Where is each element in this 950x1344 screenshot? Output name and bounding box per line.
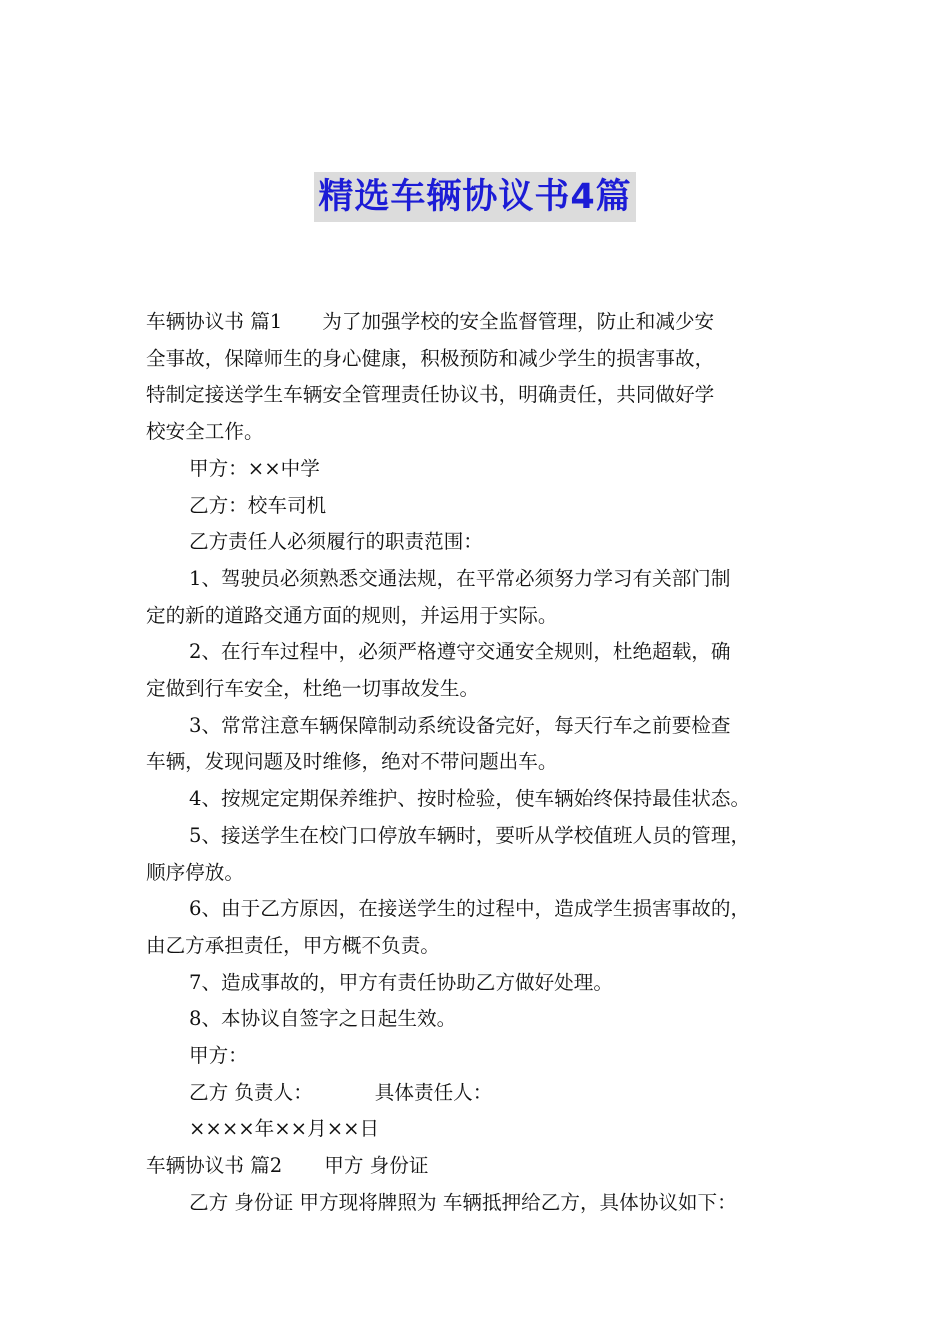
sign-party-a: 甲方： (189, 1044, 248, 1068)
section2-first-line (146, 1148, 836, 1185)
intro-line-2: 全事故，保障师生的身心健康，积极预防和减少学生的损害事故， (146, 346, 715, 370)
section2-heading-tail: 甲方 身份证 (324, 1154, 429, 1178)
item-6-line-1: 6、由于乙方原因，在接送学生的过程中，造成学生损害事故的， (189, 897, 751, 921)
item-3-line-2: 车辆，发现问题及时维修，绝对不带问题出车。 (146, 750, 558, 774)
intro-line-1: 为了加强学校的安全监督管理，防止和减少安 (322, 310, 715, 333)
item-5-line-2: 顺序停放。 (146, 860, 244, 884)
intro-line-4: 校安全工作。 (146, 420, 264, 444)
section1-first-line (146, 304, 836, 341)
section2-line-1: 乙方 身份证 甲方现将牌照为 车辆抵押给乙方，具体协议如下： (189, 1190, 737, 1214)
party-b: 乙方：校车司机 (189, 493, 327, 517)
item-4-line-1: 4、按规定定期保养维护、按时检验，使车辆始终保持最佳状态。 (189, 787, 751, 811)
item-6-line-2: 由乙方承担责任，甲方概不负责。 (146, 933, 440, 957)
party-a: 甲方：××中学 (189, 456, 320, 480)
title-container (0, 172, 950, 222)
item-8-line-1: 8、本协议自签字之日起生效。 (189, 1007, 457, 1031)
section2-heading: 车辆协议书 篇2 (146, 1154, 283, 1178)
intro-line-3: 特制定接送学生车辆安全管理责任协议书，明确责任，共同做好学 (146, 383, 715, 407)
section1-heading: 车辆协议书 篇1 (146, 310, 283, 333)
document-body (146, 304, 836, 1222)
duties-heading: 乙方责任人必须履行的职责范围： (189, 530, 483, 554)
sign-party-b-left: 乙方 负责人： (189, 1080, 313, 1104)
sign-date: ××××年××月××日 (189, 1117, 380, 1141)
sign-party-b-right: 具体责任人： (374, 1080, 493, 1104)
item-3-line-1: 3、常常注意车辆保障制动系统设备完好，每天行车之前要检查 (189, 713, 731, 737)
item-2-line-1: 2、在行车过程中，必须严格遵守交通安全规则，杜绝超载，确 (189, 640, 731, 664)
item-1-line-1: 1、驾驶员必须熟悉交通法规，在平常必须努力学习有关部门制 (189, 566, 731, 590)
item-5-line-1: 5、接送学生在校门口停放车辆时，要听从学校值班人员的管理， (189, 823, 751, 847)
item-2-line-2: 定做到行车安全，杜绝一切事故发生。 (146, 677, 480, 701)
sign-party-b-line (146, 1075, 836, 1112)
document-title: 精选车辆协议书4篇 (314, 172, 635, 222)
item-1-line-2: 定的新的道路交通方面的规则，并运用于实际。 (146, 603, 558, 627)
item-7-line-1: 7、造成事故的，甲方有责任协助乙方做好处理。 (189, 970, 613, 994)
